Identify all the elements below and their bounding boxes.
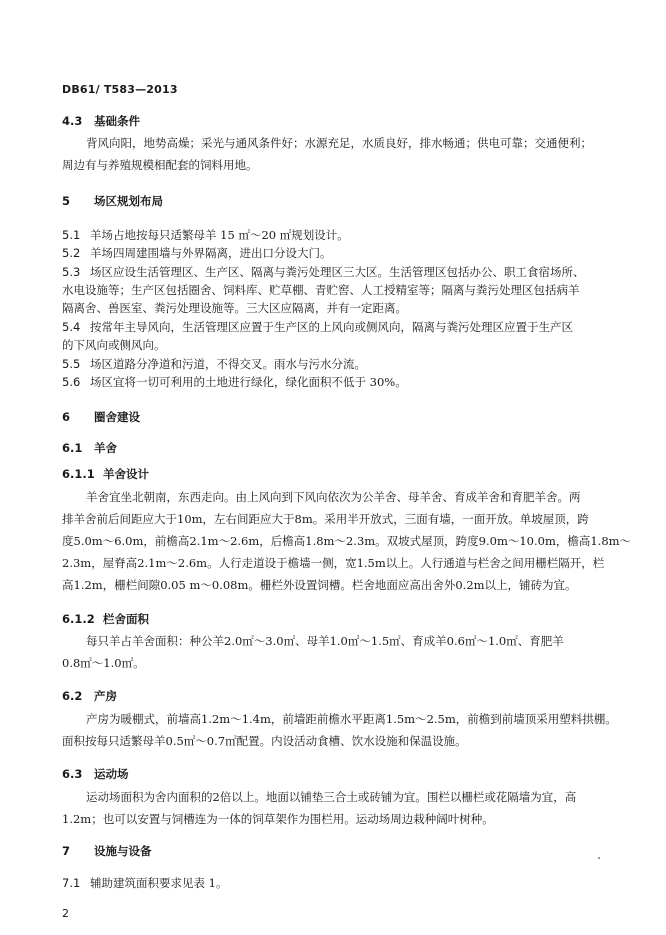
page-number: 2 [62, 907, 69, 920]
paragraph-line: 1.2m；也可以安置与饲槽连为一体的饲草架作为围栏用。运动场周边栽种阔叶树种。 [62, 812, 494, 826]
section-6-1-1-heading: 6.1.1 羊舍设计 [62, 467, 149, 481]
section-5-heading: 5 场区规划布局 [62, 194, 163, 208]
paragraph-line: 排羊舍前后间距应大于10m，左右间距应大于8m。采用半开放式，三面有墙，一面开放。单坡屋顶，跨 [62, 512, 589, 526]
clause-5-3: 5.3 场区应设生活管理区、生产区、隔离与粪污处理区三大区。生活管理区包括办公、职工食宿场所、 [62, 265, 585, 279]
paragraph-line: 隔离舍、兽医室、粪污处理设施等。三大区应隔离，并有一定距离。 [62, 301, 407, 315]
section-4-3-heading: 4.3 基础条件 [62, 114, 140, 128]
paragraph-line: 每只羊占羊舍面积：种公羊2.0㎡～3.0㎡、母羊1.0㎡～1.5㎡、育成羊0.6㎡～1.0㎡、育肥羊 [86, 634, 564, 648]
section-7-heading: 7 设施与设备 [62, 844, 152, 858]
paragraph-line: 2.3m，屋脊高2.1m～2.6m。人行走道设于檐墙一侧，宽1.5m以上。人行通道与栏舍之间用栅栏隔开，栏 [62, 556, 605, 570]
clause-5-1: 5.1 羊场占地按每只适繁母羊 15 ㎡～20 ㎡规划设计。 [62, 228, 349, 242]
scan-speck [598, 857, 600, 859]
standard-code [62, 83, 178, 96]
standard-number: T583—2013 [103, 83, 178, 96]
clause-5-2: 5.2 羊场四周建围墙与外界隔离，进出口分设大门。 [62, 246, 332, 260]
clause-5-5: 5.5 场区道路分净道和污道，不得交叉。雨水与污水分流。 [62, 357, 366, 371]
paragraph-line: 水电设施等；生产区包括圈舍、饲料库、贮草棚、青贮窖、人工授精室等；隔离与粪污处理区包括病羊 [62, 283, 580, 297]
section-6-heading: 6 圈舍建设 [62, 410, 140, 424]
paragraph-line: 运动场面积为舍内面积的2倍以上。地面以铺垫三合土或砖铺为宜。围栏以栅栏或花隔墙为宜，高 [86, 790, 577, 804]
paragraph-line: 周边有与养殖规模相配套的饲料用地。 [62, 158, 258, 172]
standard-prefix: DB61/ [62, 83, 100, 96]
paragraph-line: 0.8㎡～1.0㎡。 [62, 656, 145, 670]
section-6-3-heading: 6.3 运动场 [62, 767, 129, 781]
paragraph-line: 羊舍宜坐北朝南，东西走向。由上风向到下风向依次为公羊舍、母羊舍、育成羊舍和育肥羊舍。两 [86, 490, 581, 504]
section-6-1-2-heading: 6.1.2 栏舍面积 [62, 612, 149, 626]
paragraph-line: 高1.2m，栅栏间隙0.05 m～0.08m。栅栏外设置饲槽。栏舍地面应高出舍外0.2m以上，铺砖为宜。 [62, 578, 577, 592]
paragraph-line: 的下风向或侧风向。 [62, 338, 166, 352]
clause-5-4: 5.4 按常年主导风向，生活管理区应置于生产区的上风向或侧风向，隔离与粪污处理区应置于生产区 [62, 320, 573, 334]
section-6-2-heading: 6.2 产房 [62, 689, 117, 703]
paragraph-line: 产房为暖棚式，前墙高1.2m～1.4m，前墙距前檐水平距离1.5m～2.5m，前檐到前墙顶采用塑料拱棚。 [86, 712, 617, 726]
paragraph-line: 度5.0m～6.0m，前檐高2.1m～2.6m，后檐高1.8m～2.3m。双坡式屋顶，跨度9.0m～10.0m，檐高1.8m～ [62, 534, 632, 548]
section-6-1-heading: 6.1 羊舍 [62, 441, 117, 455]
paragraph-line: 面积按每只适繁母羊0.5㎡～0.7㎡配置。内设活动食槽、饮水设施和保温设施。 [62, 734, 467, 748]
clause-5-6: 5.6 场区宜将一切可利用的土地进行绿化，绿化面积不低于 30%。 [62, 375, 407, 389]
paragraph-line: 背风向阳，地势高燥；采光与通风条件好；水源充足，水质良好，排水畅通；供电可靠；交通便利； [86, 136, 592, 150]
clause-7-1: 7.1 辅助建筑面积要求见表 1。 [62, 876, 228, 890]
